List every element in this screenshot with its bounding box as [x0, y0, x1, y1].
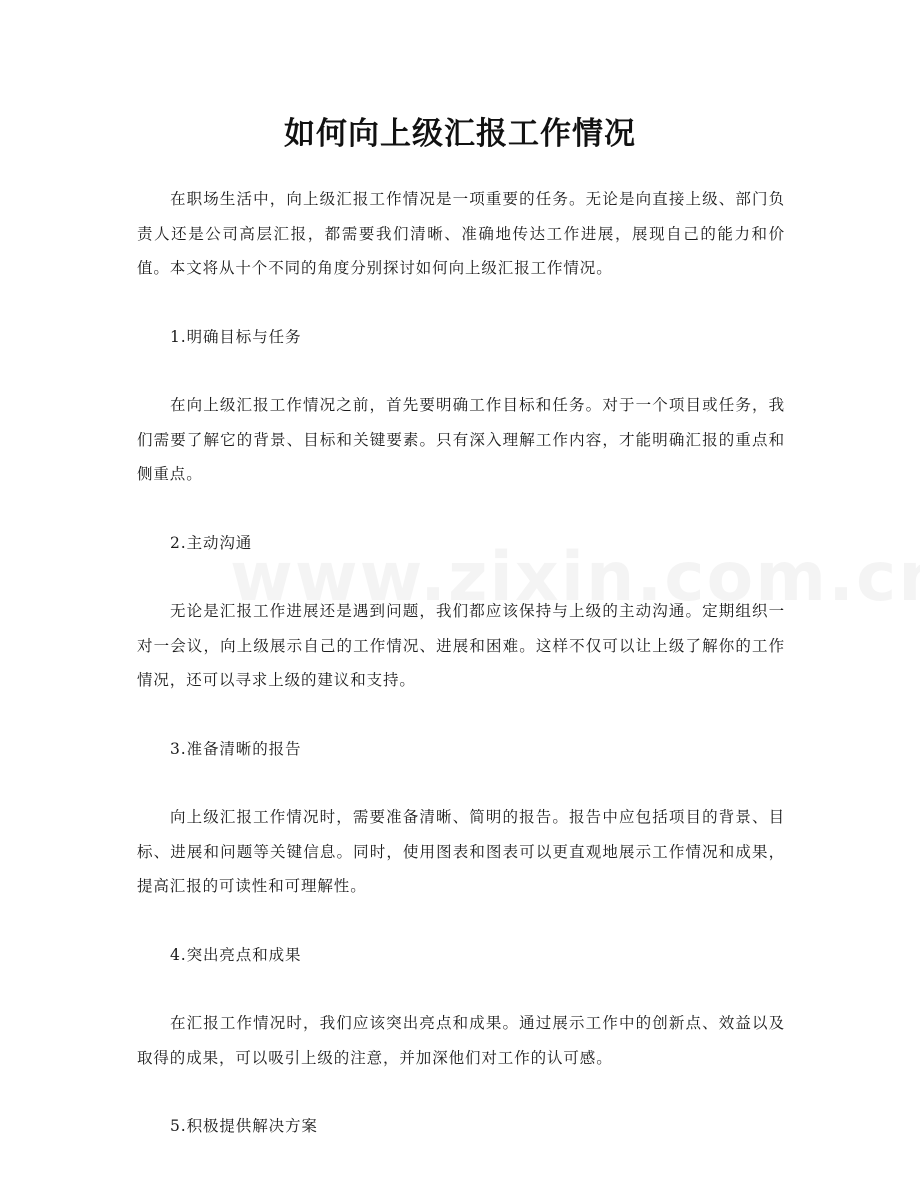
- section-heading-2: 2.主动沟通: [170, 533, 253, 552]
- section-body-2: 无论是汇报工作进展还是遇到问题，我们都应该保持与上级的主动沟通。定期组织一对一会议，向上级展示自己的工作情况、进展和困难。这样不仅可以让上级了解你的工作情况，还可以寻求上级的建议和支持。: [137, 602, 785, 689]
- section-body-3: 向上级汇报工作情况时，需要准备清晰、简明的报告。报告中应包括项目的背景、目标、进展和问题等关键信息。同时，使用图表和图表可以更直观地展示工作情况和成果，提高汇报的可读性和可理解性。: [137, 808, 785, 895]
- section-body-4: 在汇报工作情况时，我们应该突出亮点和成果。通过展示工作中的创新点、效益以及取得的成果，可以吸引上级的注意，并加深他们对工作的认可感。: [137, 1014, 785, 1067]
- section-heading-3: 3.准备清晰的报告: [170, 739, 302, 758]
- section-body-1: 在向上级汇报工作情况之前，首先要明确工作目标和任务。对于一个项目或任务，我们需要了解它的背景、目标和关键要素。只有深入理解工作内容，才能明确汇报的重点和侧重点。: [137, 396, 785, 483]
- section-heading-5: 5.积极提供解决方案: [170, 1117, 318, 1135]
- section-heading-4: 4.突出亮点和成果: [170, 945, 302, 964]
- document-title: 如何向上级汇报工作情况: [284, 116, 636, 152]
- intro-paragraph: 在职场生活中，向上级汇报工作情况是一项重要的任务。无论是向直接上级、部门负责人还是公司高层汇报，都需要我们清晰、准确地传达工作进展，展现自己的能力和价值。本文将从十个不同的角度分别探讨如何向上级汇报工作情况。: [137, 190, 785, 277]
- document-body: [137, 182, 785, 1144]
- section-heading-1: 1.明确目标与任务: [170, 327, 302, 346]
